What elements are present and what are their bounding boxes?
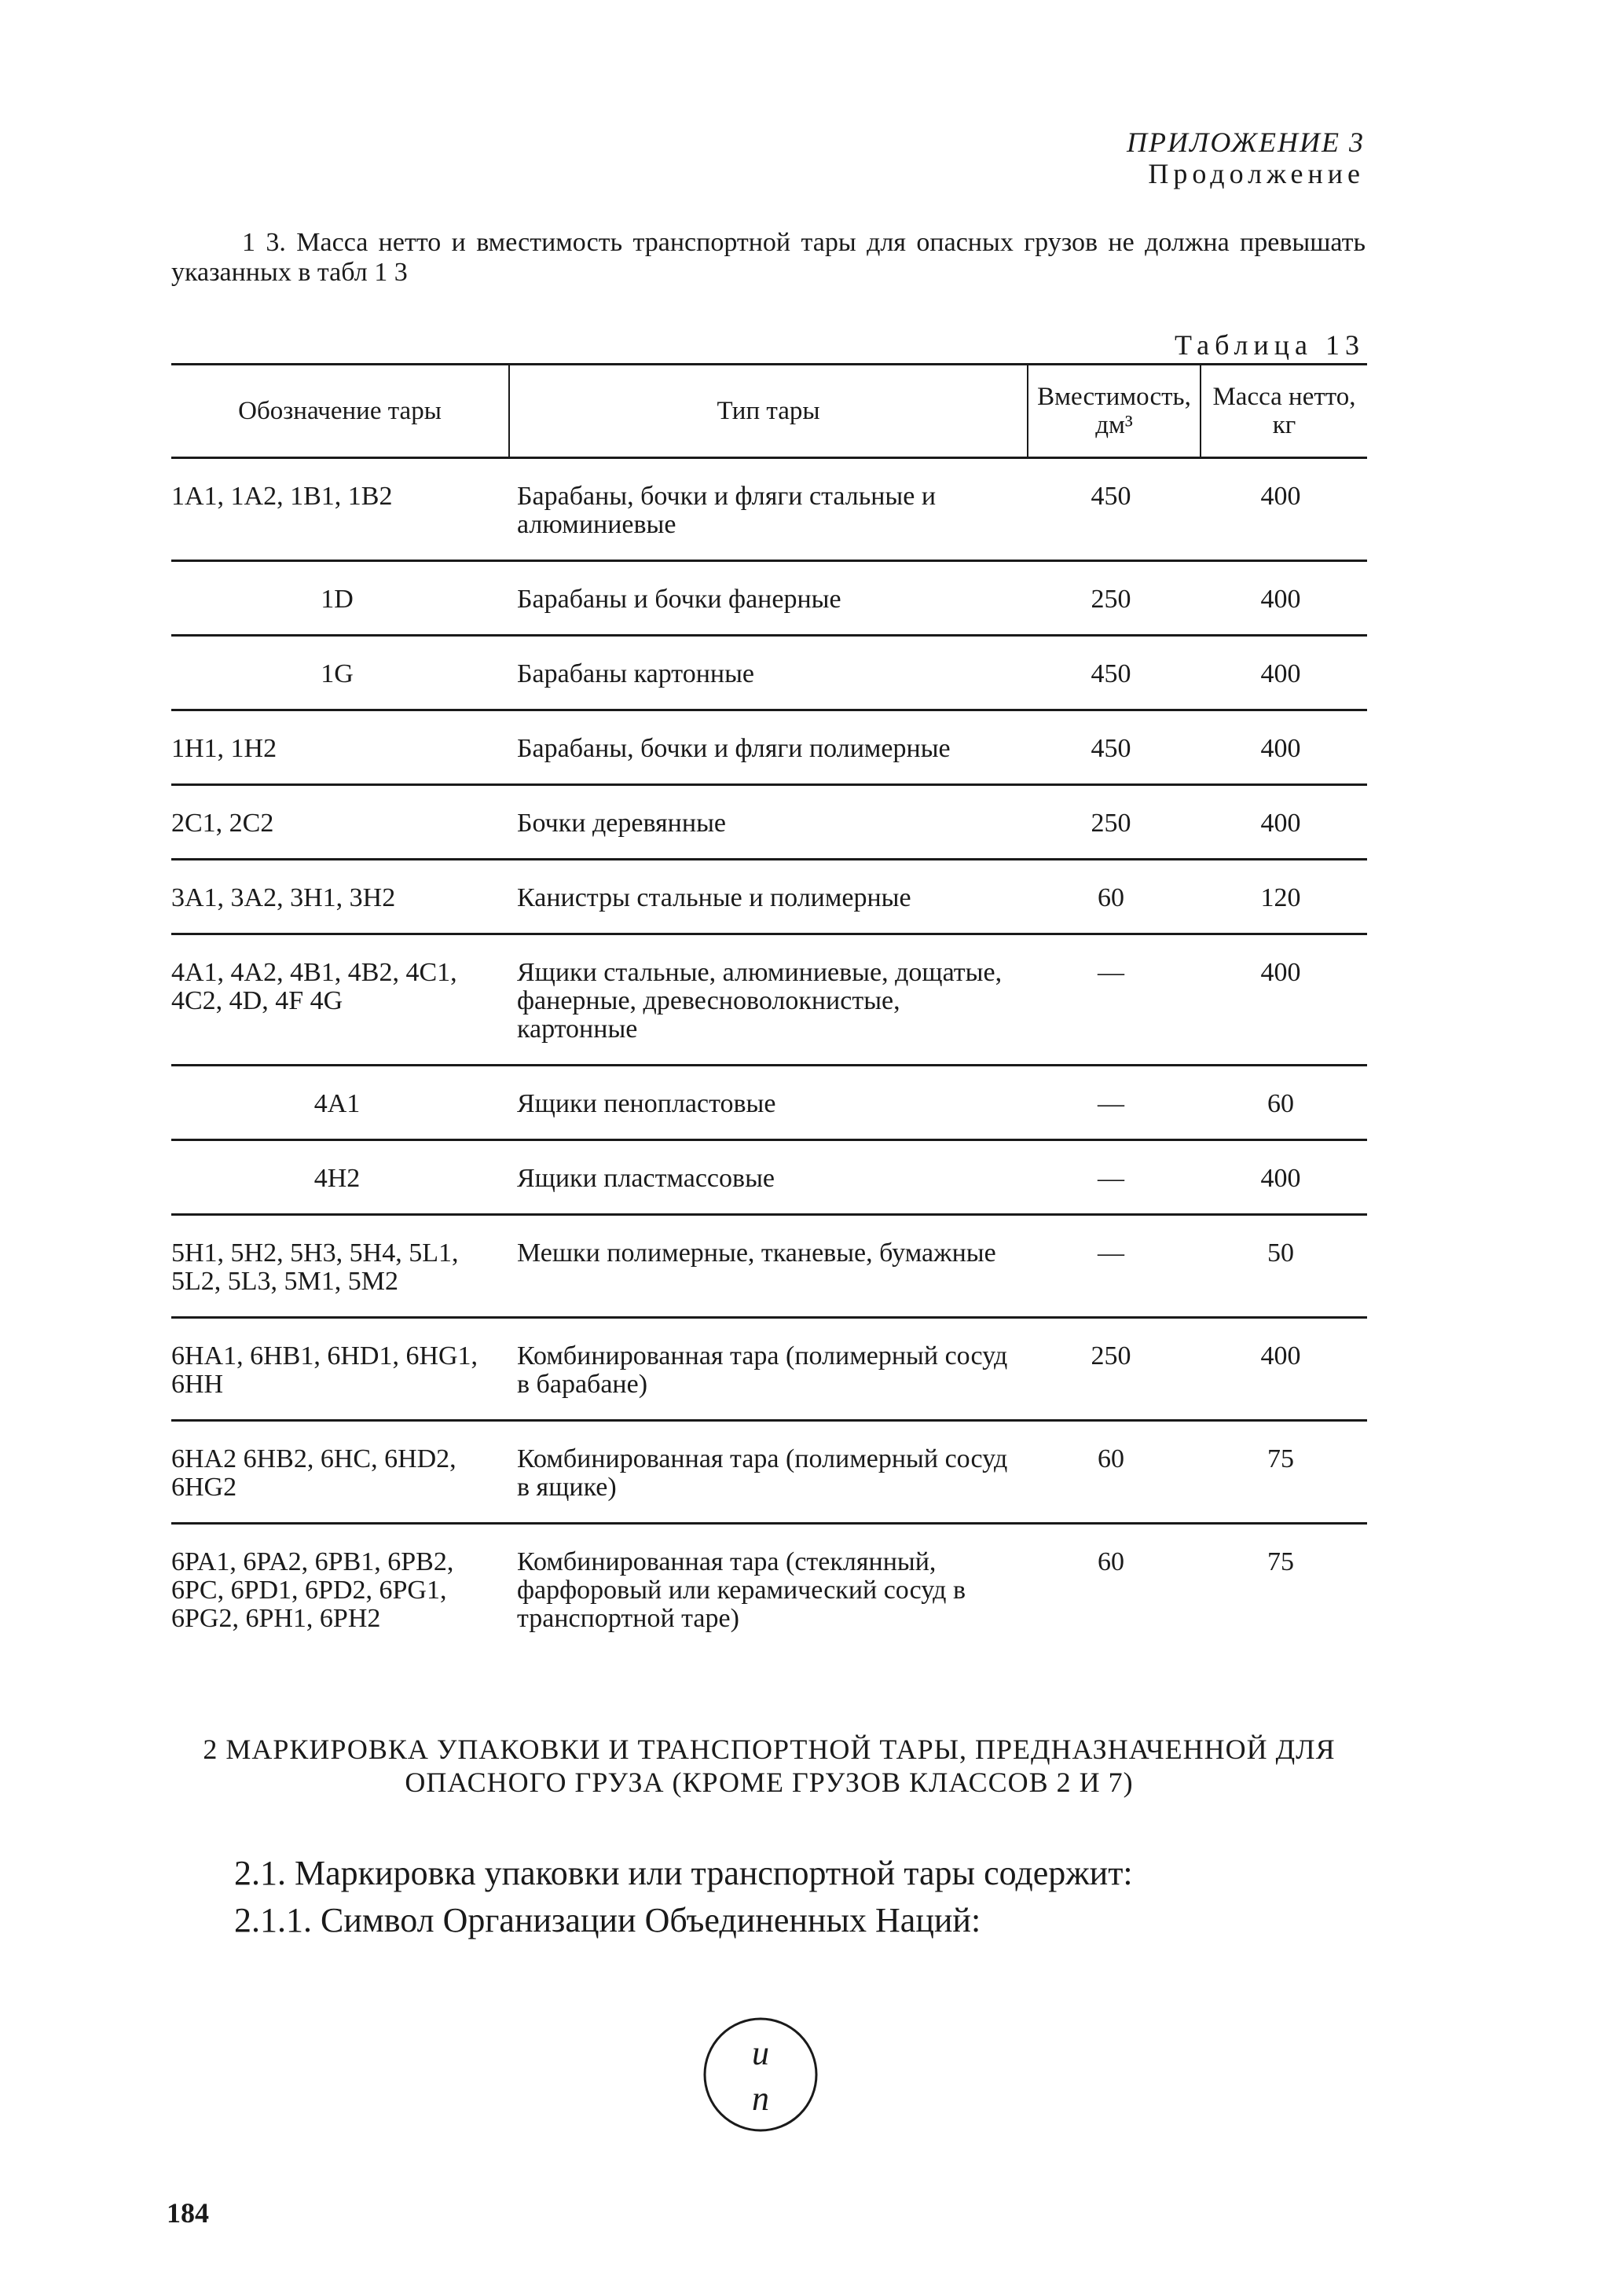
- packaging-table: [171, 363, 1367, 1653]
- table-row: [171, 1318, 1367, 1421]
- table-row: [171, 785, 1367, 860]
- cell-code: 1A1, 1A2, 1B1, 1B2: [171, 458, 509, 561]
- table-row: [171, 636, 1367, 710]
- cell-mass: 60: [1201, 1066, 1367, 1140]
- cell-code: 1G: [171, 636, 509, 710]
- header-designation: Обозначение тары: [171, 365, 509, 458]
- table-row: [171, 1215, 1367, 1318]
- cell-type: Мешки полимерные, тканевые, бумажные: [509, 1215, 1028, 1318]
- cell-type: Канистры стальные и полимерные: [509, 860, 1028, 934]
- cell-code: 2C1, 2C2: [171, 785, 509, 860]
- cell-type: Комбинированная тара (полимерный сосуд в барабане): [509, 1318, 1028, 1421]
- cell-mass: 400: [1201, 1318, 1367, 1421]
- cell-code: 6HA1, 6HB1, 6HD1, 6HG1, 6HH: [171, 1318, 509, 1421]
- cell-type: Ящики пенопластовые: [509, 1066, 1028, 1140]
- cell-code: 1D: [171, 561, 509, 636]
- clause-2-1: 2.1. Маркировка упаковки или транспортной тары содержит:: [234, 1854, 1133, 1892]
- cell-code: 6PA1, 6PA2, 6PB1, 6PB2, 6PC, 6PD1, 6PD2, 6PG1, 6PG2, 6PH1, 6PH2: [171, 1547, 454, 1633]
- cell-code: 5H1, 5H2, 5H3, 5H4, 5L1, 5L2, 5L3, 5M1, 5M2: [171, 1215, 509, 1318]
- cell-capacity: —: [1028, 1066, 1201, 1140]
- cell-type: Комбинированная тара (стеклянный, фарфоровый или керамический сосуд в транспортной таре): [517, 1547, 966, 1633]
- cell-capacity: 60: [1028, 1421, 1201, 1524]
- header-type: Тип тары: [509, 365, 1028, 458]
- cell-capacity: 60: [1098, 1547, 1124, 1576]
- cell-capacity: 450: [1028, 710, 1201, 785]
- cell-mass: 75: [1201, 1421, 1367, 1524]
- page-number: 184: [167, 2197, 209, 2229]
- cell-code: 4A1, 4A2, 4B1, 4B2, 4C1, 4C2, 4D, 4F 4G: [171, 934, 509, 1066]
- table-caption: Таблица 13: [1175, 329, 1365, 361]
- table-row: [171, 934, 1367, 1066]
- table-header-row: [171, 365, 1367, 458]
- cell-capacity: 450: [1028, 458, 1201, 561]
- cell-capacity: —: [1028, 934, 1201, 1066]
- un-symbol-letter-bottom: n: [752, 2079, 769, 2118]
- table-row: [171, 710, 1367, 785]
- cell-type: Ящики стальные, алюминиевые, дощатые, фанерные, древесноволокнистые, картонные: [509, 934, 1028, 1066]
- cell-code: 4A1: [171, 1066, 509, 1140]
- clause-2-1-1: 2.1.1. Символ Организации Объединенных Наций:: [234, 1901, 981, 1939]
- un-symbol-letter-top: u: [752, 2034, 769, 2072]
- cell-type: Бочки деревянные: [509, 785, 1028, 860]
- cell-type: Барабаны, бочки и фляги стальные и алюминиевые: [509, 458, 1028, 561]
- cell-mass: 400: [1201, 458, 1367, 561]
- table-row: [171, 1140, 1367, 1215]
- cell-mass: 120: [1201, 860, 1367, 934]
- table-row: [171, 860, 1367, 934]
- cell-code: 6HA2 6HB2, 6HC, 6HD2, 6HG2: [171, 1421, 509, 1524]
- cell-capacity: 250: [1028, 1318, 1201, 1421]
- cell-capacity: —: [1028, 1215, 1201, 1318]
- continuation-label: Продолжение: [1148, 158, 1365, 189]
- cell-mass: 400: [1201, 785, 1367, 860]
- table-row: [171, 1524, 1367, 1654]
- un-symbol-icon: [702, 2016, 819, 2134]
- table-row: [171, 561, 1367, 636]
- cell-capacity: —: [1028, 1140, 1201, 1215]
- table-row: [171, 458, 1367, 561]
- cell-code: 3A1, 3A2, 3H1, 3H2: [171, 860, 509, 934]
- appendix-title: ПРИЛОЖЕНИЕ 3: [1127, 127, 1365, 158]
- table-row: [171, 1066, 1367, 1140]
- cell-capacity: 60: [1028, 860, 1201, 934]
- cell-capacity: 450: [1028, 636, 1201, 710]
- intro-paragraph: 1 3. Масса нетто и вместимость транспортной тары для опасных грузов не должна превышать указанных в табл 1 3: [171, 228, 1366, 287]
- cell-mass: 75: [1267, 1547, 1294, 1576]
- header-capacity: Вместимость, дм³: [1028, 365, 1201, 458]
- cell-mass: 400: [1201, 636, 1367, 710]
- cell-capacity: 250: [1028, 785, 1201, 860]
- cell-mass: 50: [1201, 1215, 1367, 1318]
- cell-mass: 400: [1201, 934, 1367, 1066]
- cell-mass: 400: [1201, 710, 1367, 785]
- cell-mass: 400: [1201, 1140, 1367, 1215]
- header-mass: Масса нетто, кг: [1201, 365, 1367, 458]
- cell-type: Комбинированная тара (полимерный сосуд в ящике): [509, 1421, 1028, 1524]
- cell-mass: 400: [1201, 561, 1367, 636]
- cell-type: Барабаны картонные: [509, 636, 1028, 710]
- cell-capacity: 250: [1028, 561, 1201, 636]
- table-row: [171, 1421, 1367, 1524]
- section-title: 2 МАРКИРОВКА УПАКОВКИ И ТРАНСПОРТНОЙ ТАРЫ, ПРЕДНАЗНАЧЕННОЙ ДЛЯ ОПАСНОГО ГРУЗА (КРОМЕ ГРУЗОВ КЛАССОВ 2 И 7): [203, 1734, 1336, 1798]
- cell-type: Барабаны и бочки фанерные: [509, 561, 1028, 636]
- cell-code: 1H1, 1H2: [171, 710, 509, 785]
- cell-code: 4H2: [171, 1140, 509, 1215]
- cell-type: Барабаны, бочки и фляги полимерные: [509, 710, 1028, 785]
- cell-type: Ящики пластмассовые: [509, 1140, 1028, 1215]
